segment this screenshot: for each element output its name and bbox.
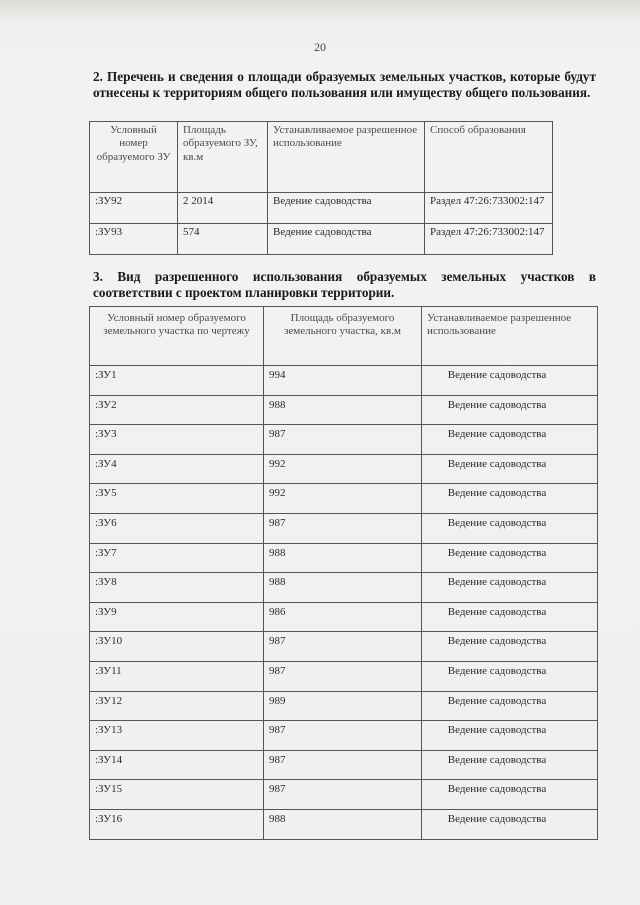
table-cell: :ЗУ11 <box>90 661 264 691</box>
table-cell: :ЗУ5 <box>90 484 264 514</box>
table-cell: Ведение садоводства <box>422 484 598 514</box>
table-cell: :ЗУ8 <box>90 573 264 603</box>
table-cell: 988 <box>264 809 422 839</box>
table-cell: :ЗУ13 <box>90 721 264 751</box>
table-cell: 988 <box>264 573 422 603</box>
column-header: Условный номер образуемого ЗУ <box>90 122 178 193</box>
table-row <box>90 484 598 514</box>
table-cell: :ЗУ93 <box>90 224 178 255</box>
table-cell: :ЗУ7 <box>90 543 264 573</box>
table-row <box>90 750 598 780</box>
column-header: Площадь образуемого ЗУ, кв.м <box>178 122 268 193</box>
table-cell: 987 <box>264 661 422 691</box>
table-cell: :ЗУ2 <box>90 395 264 425</box>
table-cell: :ЗУ1 <box>90 366 264 396</box>
column-header: Способ образования <box>425 122 553 193</box>
table-cell: 987 <box>264 780 422 810</box>
table-row <box>90 224 553 255</box>
table-cell: Ведение садоводства <box>422 425 598 455</box>
table-cell: 992 <box>264 484 422 514</box>
table-row <box>90 543 598 573</box>
table-row <box>90 454 598 484</box>
table-cell: 988 <box>264 395 422 425</box>
table-cell: 2 2014 <box>178 193 268 224</box>
table-cell: Ведение садоводства <box>422 661 598 691</box>
table-cell: Ведение садоводства <box>422 691 598 721</box>
table-header-row <box>90 307 598 366</box>
table-cell: :ЗУ3 <box>90 425 264 455</box>
table-cell: 987 <box>264 632 422 662</box>
table-row <box>90 366 598 396</box>
table-cell: :ЗУ4 <box>90 454 264 484</box>
table-row <box>90 602 598 632</box>
table-cell: 992 <box>264 454 422 484</box>
table-cell: Ведение садоводства <box>422 602 598 632</box>
table-cell: :ЗУ9 <box>90 602 264 632</box>
table-cell: 574 <box>178 224 268 255</box>
table-cell: :ЗУ10 <box>90 632 264 662</box>
table-row <box>90 513 598 543</box>
table-row <box>90 573 598 603</box>
table-cell: Ведение садоводства <box>268 193 425 224</box>
land-plots-common-use-table <box>89 121 553 255</box>
table-cell: 994 <box>264 366 422 396</box>
table-cell: :ЗУ15 <box>90 780 264 810</box>
table-cell: Ведение садоводства <box>422 395 598 425</box>
table-row <box>90 425 598 455</box>
table-cell: Ведение садоводства <box>422 780 598 810</box>
table-cell: 989 <box>264 691 422 721</box>
table-cell: Раздел 47:26:733002:147 <box>425 224 553 255</box>
table-cell: Ведение садоводства <box>422 543 598 573</box>
land-plots-permitted-use-table <box>89 306 598 840</box>
table-cell: Ведение садоводства <box>422 366 598 396</box>
column-header: Площадь образуемого земельного участка, кв.м <box>264 307 422 366</box>
table-row <box>90 193 553 224</box>
table-cell: 988 <box>264 543 422 573</box>
column-header: Условный номер образуемого земельного участка по чертежу <box>90 307 264 366</box>
table-cell: :ЗУ16 <box>90 809 264 839</box>
section-3-title: 3. Вид разрешенного использования образуемых земельных участков в соответствии с проектом планировки территории. <box>93 269 596 300</box>
table-cell: Ведение садоводства <box>268 224 425 255</box>
table-cell: Ведение садоводства <box>422 632 598 662</box>
table-cell: Ведение садоводства <box>422 573 598 603</box>
column-header: Устанавливаемое разрешенное использование <box>422 307 598 366</box>
table-row <box>90 661 598 691</box>
table-cell: 986 <box>264 602 422 632</box>
table-cell: Ведение садоводства <box>422 809 598 839</box>
table-cell: 987 <box>264 425 422 455</box>
table-row <box>90 809 598 839</box>
table-cell: :ЗУ6 <box>90 513 264 543</box>
table-row <box>90 395 598 425</box>
table-cell: 987 <box>264 513 422 543</box>
table-cell: Ведение садоводства <box>422 721 598 751</box>
table-row <box>90 632 598 662</box>
table-cell: :ЗУ14 <box>90 750 264 780</box>
table-cell: :ЗУ92 <box>90 193 178 224</box>
table-row <box>90 691 598 721</box>
table-row <box>90 721 598 751</box>
page-number: 20 <box>314 40 326 54</box>
table-cell: Ведение садоводства <box>422 513 598 543</box>
table-cell: :ЗУ12 <box>90 691 264 721</box>
table-cell: Ведение садоводства <box>422 750 598 780</box>
table-cell: Ведение садоводства <box>422 454 598 484</box>
table-cell: Раздел 47:26:733002:147 <box>425 193 553 224</box>
table-header-row <box>90 122 553 193</box>
column-header: Устанавливаемое разрешенное использование <box>268 122 425 193</box>
table-cell: 987 <box>264 721 422 751</box>
section-2-title: 2. Перечень и сведения о площади образуемых земельных участков, которые будут отнесены к территориям общего пользования или имуществу общего пользования. <box>93 69 596 100</box>
table-row <box>90 780 598 810</box>
table-cell: 987 <box>264 750 422 780</box>
